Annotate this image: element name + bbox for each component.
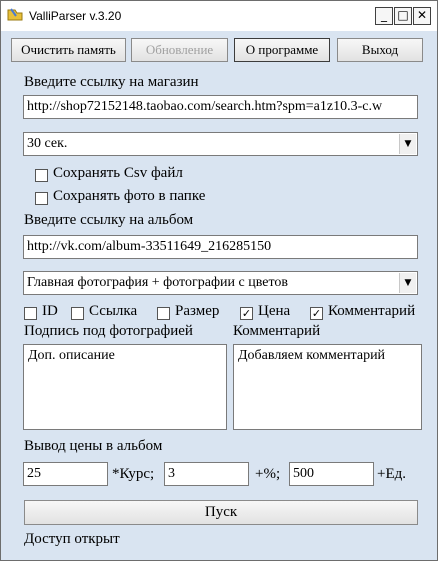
maximize-button[interactable]: □ [394, 7, 412, 25]
link-checkbox[interactable] [71, 307, 84, 320]
shop-url-label: Введите ссылку на магазин [24, 74, 199, 90]
comment-textarea[interactable]: Добавляем комментарий [233, 344, 422, 430]
minimize-button[interactable]: _ [375, 7, 393, 25]
window-title: ValliParser v.3.20 [29, 9, 122, 23]
clear-memory-button[interactable]: Очистить память [11, 38, 126, 62]
app-logo-icon [7, 7, 23, 23]
caption-textarea[interactable]: Доп. описание [23, 344, 227, 430]
close-button[interactable]: ✕ [413, 7, 431, 25]
comment-label: Комментарий [233, 323, 321, 339]
save-photo-label: Сохранять фото в папке [53, 188, 206, 204]
photo-mode-select[interactable] [23, 271, 418, 295]
shop-url-input[interactable]: http://shop72152148.taobao.com/search.htm?spm=a1z10.3-c.w [23, 95, 418, 119]
size-checkbox[interactable] [157, 307, 170, 320]
status-text: Доступ открыт [24, 531, 120, 547]
chevron-down-icon[interactable]: ▼ [399, 134, 416, 154]
photo-mode-value: Главная фотография + фотографии с цветов [27, 275, 288, 290]
price-output-label: Вывод цены в альбом [24, 438, 163, 454]
price-label: Цена [258, 303, 291, 319]
exit-button[interactable]: Выход [337, 38, 423, 62]
link-label: Ссылка [89, 303, 138, 319]
rate-input[interactable]: 3 [164, 462, 249, 486]
price-checkbox[interactable]: ✓ [241, 307, 252, 320]
caption-label: Подпись под фотографией [24, 323, 193, 339]
interval-select[interactable] [23, 132, 418, 156]
chevron-down-icon[interactable]: ▼ [399, 273, 416, 293]
comment-checkbox[interactable]: ✓ [311, 307, 322, 320]
percent-label: +%; [255, 466, 281, 482]
about-button[interactable]: О программе [234, 38, 330, 62]
rate-label: *Курс; [112, 466, 155, 482]
update-button[interactable]: Обновление [131, 38, 228, 62]
save-photo-checkbox[interactable] [35, 192, 48, 205]
interval-select-value: 30 сек. [27, 136, 68, 151]
save-csv-checkbox[interactable] [35, 169, 48, 182]
start-button[interactable]: Пуск [24, 500, 418, 525]
price-input[interactable]: 25 [23, 462, 108, 486]
comment-field-label: Комментарий [328, 303, 416, 319]
main-panel [1, 31, 437, 560]
units-label: +Ед. [377, 466, 407, 482]
size-label: Размер [175, 303, 220, 319]
id-checkbox[interactable] [24, 307, 37, 320]
save-csv-label: Сохранять Csv файл [53, 165, 183, 181]
album-url-input[interactable]: http://vk.com/album-33511649_216285150 [23, 235, 418, 259]
album-url-label: Введите ссылку на альбом [24, 212, 194, 228]
percent-input[interactable]: 500 [289, 462, 374, 486]
title-bar[interactable] [1, 1, 437, 31]
id-label: ID [42, 303, 58, 319]
